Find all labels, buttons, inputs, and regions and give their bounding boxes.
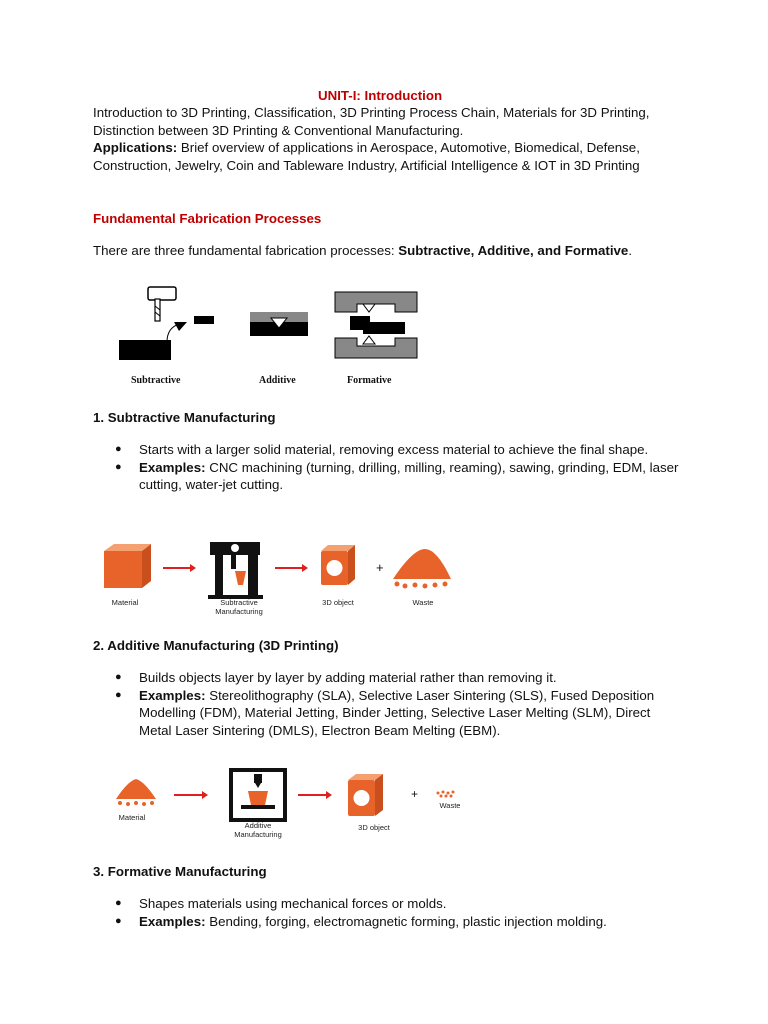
applications-text: Brief overview of applications in Aerospace, Automotive, Biomedical, Defense, Construction, Jewelry, Coin and Tableware Industry, Artificial Intelligence & IOT in 3D Printing	[93, 140, 640, 173]
fabrication-processes-diagram	[95, 278, 425, 390]
waste-caption: Waste	[412, 598, 434, 607]
formative-caption: Formative	[347, 375, 392, 386]
process-caption-line1: Additive	[244, 821, 272, 830]
3d-printer-icon	[231, 770, 285, 820]
lower-mold	[335, 338, 417, 358]
formative-bullet-text: Shapes materials using mechanical forces or molds.	[139, 896, 447, 911]
examples-label: Examples:	[139, 913, 206, 929]
3d-object-icon	[348, 774, 383, 816]
applications-label: Applications:	[93, 140, 178, 155]
object-caption: 3D object	[358, 823, 390, 832]
milling-machine-icon	[208, 542, 263, 599]
additive-caption: Additive	[259, 375, 296, 386]
upper-mold	[335, 292, 417, 312]
object-caption: 3D object	[322, 598, 354, 607]
unit-title: UNIT-I: Introduction	[318, 88, 443, 103]
three-processes-sentence	[93, 242, 683, 260]
list-item	[93, 459, 683, 494]
section-title: Fundamental Fabrication Processes	[93, 211, 322, 226]
plus-sign: +	[411, 787, 419, 801]
applications-paragraph	[93, 139, 683, 174]
material-powder-icon	[116, 779, 156, 806]
three-end: .	[628, 243, 633, 258]
examples-label: Examples:	[139, 687, 206, 703]
3d-object-icon	[321, 545, 355, 585]
intro-paragraph: Introduction to 3D Printing, Classification, 3D Printing Process Chain, Materials for 3D Printing, Distinction between 3D Printing & Conventional Manufacturing.	[93, 105, 650, 138]
waste-caption: Waste	[439, 801, 461, 810]
formative-examples-text: Bending, forging, electromagnetic forming, plastic injection molding.	[205, 913, 607, 929]
plus-sign: +	[376, 560, 384, 575]
examples-label: Examples:	[139, 459, 206, 475]
process-caption-line1: Subtractive	[220, 598, 258, 607]
additive-bullet-text: Builds objects layer by layer by adding material rather than removing it.	[139, 670, 557, 685]
list-item	[93, 913, 683, 931]
list-item	[93, 441, 683, 459]
waste-pile-icon	[393, 549, 451, 589]
fabrication-processes-figure	[95, 278, 425, 390]
subtractive-flow-figure	[95, 535, 460, 620]
formative-list	[93, 895, 683, 930]
additive-flow-figure	[108, 765, 468, 843]
list-item	[93, 895, 683, 913]
additive-examples-text: Stereolithography (SLA), Selective Laser Sintering (SLS), Fused Deposition Modelling (FDM), Material Jetting, Binder Jetting, Selective Laser Melting (SLM), Direct Metal Laser Sintering (DMLS), Electron Beam Melting (EBM).	[139, 687, 655, 738]
subtractive-list	[93, 441, 683, 494]
subtractive-examples-text: CNC machining (turning, drilling, milling, reaming), sawing, grinding, EDM, laser cutting, water-jet cutting.	[139, 459, 679, 493]
subtractive-caption: Subtractive	[131, 375, 181, 386]
formed-part	[363, 322, 405, 334]
list-item	[93, 687, 683, 740]
additive-list	[93, 669, 683, 739]
three-processes-bold: Subtractive, Additive, and Formative	[398, 243, 629, 258]
subtractive-heading: 1. Subtractive Manufacturing	[93, 410, 276, 425]
additive-heading: 2. Additive Manufacturing (3D Printing)	[93, 638, 339, 653]
waste-bits-icon	[437, 791, 455, 798]
removed-chip	[194, 316, 214, 324]
subtractive-bullet-text: Starts with a larger solid material, removing excess material to achieve the final shape.	[139, 442, 649, 457]
material-caption: Material	[111, 598, 139, 607]
subtractive-workpiece	[119, 340, 171, 360]
cutting-tool-icon	[148, 287, 176, 321]
process-caption-line2: Manufacturing	[234, 830, 282, 839]
formative-heading: 3. Formative Manufacturing	[93, 864, 267, 879]
list-item	[93, 669, 683, 687]
process-caption-line2: Manufacturing	[215, 607, 263, 616]
material-caption: Material	[118, 813, 146, 822]
three-intro-text: There are three fundamental fabrication processes:	[93, 243, 399, 258]
material-cube-icon	[104, 544, 151, 588]
subtractive-flow-diagram	[95, 535, 460, 620]
